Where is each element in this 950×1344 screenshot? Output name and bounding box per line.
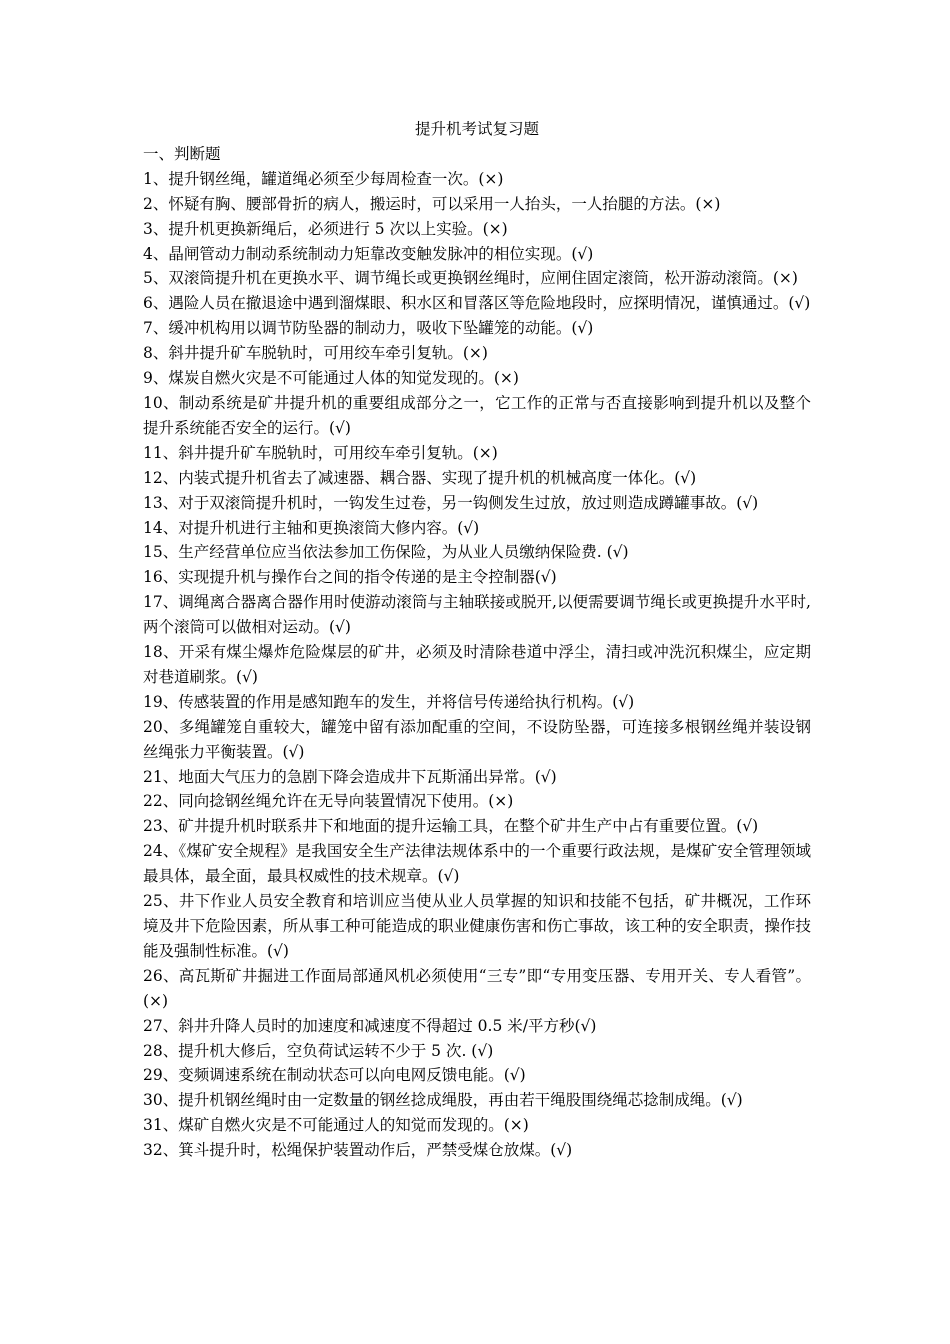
- question-item: 23、矿井提升机时联系井下和地面的提升运输工具，在整个矿井生产中占有重要位置。(√): [143, 817, 759, 836]
- question-item: 10、制动系统是矿井提升机的重要组成部分之一，它工作的正常与否直接影响到提升机以及整个提升系统能否安全的运行。(√): [143, 393, 811, 437]
- question-item: 22、同向捻钢丝绳允许在无导向装置情况下使用。(×): [143, 792, 514, 811]
- question-item: 11、斜井提升矿车脱轨时，可用绞车牵引复轨。(×): [143, 443, 498, 462]
- section-heading: 一、判断题: [143, 144, 221, 163]
- question-item: 26、高瓦斯矿井掘进工作面局部通风机必须使用“三专”即“专用变压器、专用开关、专人看管”。(×): [143, 966, 811, 1010]
- question-item: 16、实现提升机与操作台之间的指令传递的是主令控制器(√): [143, 568, 557, 587]
- question-item: 21、地面大气压力的急剧下降会造成井下瓦斯涌出异常。(√): [143, 767, 557, 786]
- question-item: 25、井下作业人员安全教育和培训应当使从业人员掌握的知识和技能不包括，矿井概况，工作环境及井下危险因素，所从事工种可能造成的职业健康伤害和伤亡事故，该工种的安全职责，操作技能及强制性标准。(√): [143, 892, 811, 960]
- question-item: 24、《煤矿安全规程》是我国安全生产法律法规体系中的一个重要行政法规，是煤矿安全管理领域最具体，最全面，最具权威性的技术规章。(√): [143, 842, 811, 886]
- question-item: 17、调绳离合器离合器作用时使游动滚筒与主轴联接或脱开,以便需要调节绳长或更换提升水平时,两个滚筒可以做相对运动。(√): [143, 593, 811, 637]
- question-item: 4、晶闸管动力制动系统制动力矩靠改变触发脉冲的相位实现。(√): [143, 244, 594, 263]
- document-title: 提升机考试复习题: [414, 120, 539, 138]
- question-item: 29、变频调速系统在制动状态可以向电网反馈电能。(√): [143, 1066, 526, 1085]
- question-item: 1、提升钢丝绳，罐道绳必须至少每周检查一次。(×): [143, 169, 504, 188]
- question-item: 30、提升机钢丝绳时由一定数量的钢丝捻成绳股，再由若干绳股围绕绳芯捻制成绳。(√): [143, 1091, 743, 1110]
- question-item: 3、提升机更换新绳后，必须进行 5 次以上实验。(×): [143, 219, 508, 238]
- question-item: 2、怀疑有胸、腰部骨折的病人，搬运时，可以采用一人抬头，一人抬腿的方法。(×): [143, 194, 721, 213]
- document-page: [143, 117, 811, 1163]
- question-item: 9、煤炭自燃火灾是不可能通过人体的知觉发现的。(×): [143, 369, 519, 388]
- question-item: 8、斜井提升矿车脱轨时，可用绞车牵引复轨。(×): [143, 344, 488, 363]
- question-list: [143, 167, 811, 1163]
- question-item: 18、开采有煤尘爆炸危险煤层的矿井，必须及时清除巷道中浮尘，清扫或冲洗沉积煤尘，应定期对巷道刷浆。(√): [143, 643, 811, 686]
- question-item: 20、多绳罐笼自重较大，罐笼中留有添加配重的空间，不设防坠器，可连接多根钢丝绳并装设钢丝绳张力平衡装置。(√): [143, 717, 811, 761]
- question-item: 6、遇险人员在撤退途中遇到溜煤眼、积水区和冒落区等危险地段时，应探明情况，谨慎通过。(√): [143, 294, 811, 313]
- question-item: 27、斜井升降人员时的加速度和减速度不得超过 0.5 米/平方秒(√): [143, 1016, 597, 1035]
- question-item: 15、生产经营单位应当依法参加工伤保险，为从业人员缴纳保险费. (√): [143, 543, 629, 562]
- question-item: 7、缓冲机构用以调节防坠器的制动力，吸收下坠罐笼的动能。(√): [143, 319, 594, 338]
- question-item: 32、箕斗提升时，松绳保护装置动作后，严禁受煤仓放煤。(√): [143, 1141, 573, 1160]
- question-item: 31、煤矿自燃火灾是不可能通过人的知觉而发现的。(×): [143, 1116, 529, 1135]
- question-item: 12、内装式提升机省去了减速器、耦合器、实现了提升机的机械高度一体化。(√): [143, 468, 697, 487]
- question-item: 14、对提升机进行主轴和更换滚筒大修内容。(√): [143, 518, 480, 537]
- question-item: 28、提升机大修后，空负荷试运转不少于 5 次. (√): [143, 1041, 494, 1060]
- question-item: 19、传感装置的作用是感知跑车的发生，并将信号传递给执行机构。(√): [143, 692, 635, 711]
- question-item: 13、对于双滚筒提升机时，一钩发生过卷，另一钩侧发生过放，放过则造成蹲罐事故。(√): [143, 493, 759, 512]
- question-item: 5、双滚筒提升机在更换水平、调节绳长或更换钢丝绳时，应闸住固定滚筒，松开游动滚筒。(×): [143, 269, 798, 288]
